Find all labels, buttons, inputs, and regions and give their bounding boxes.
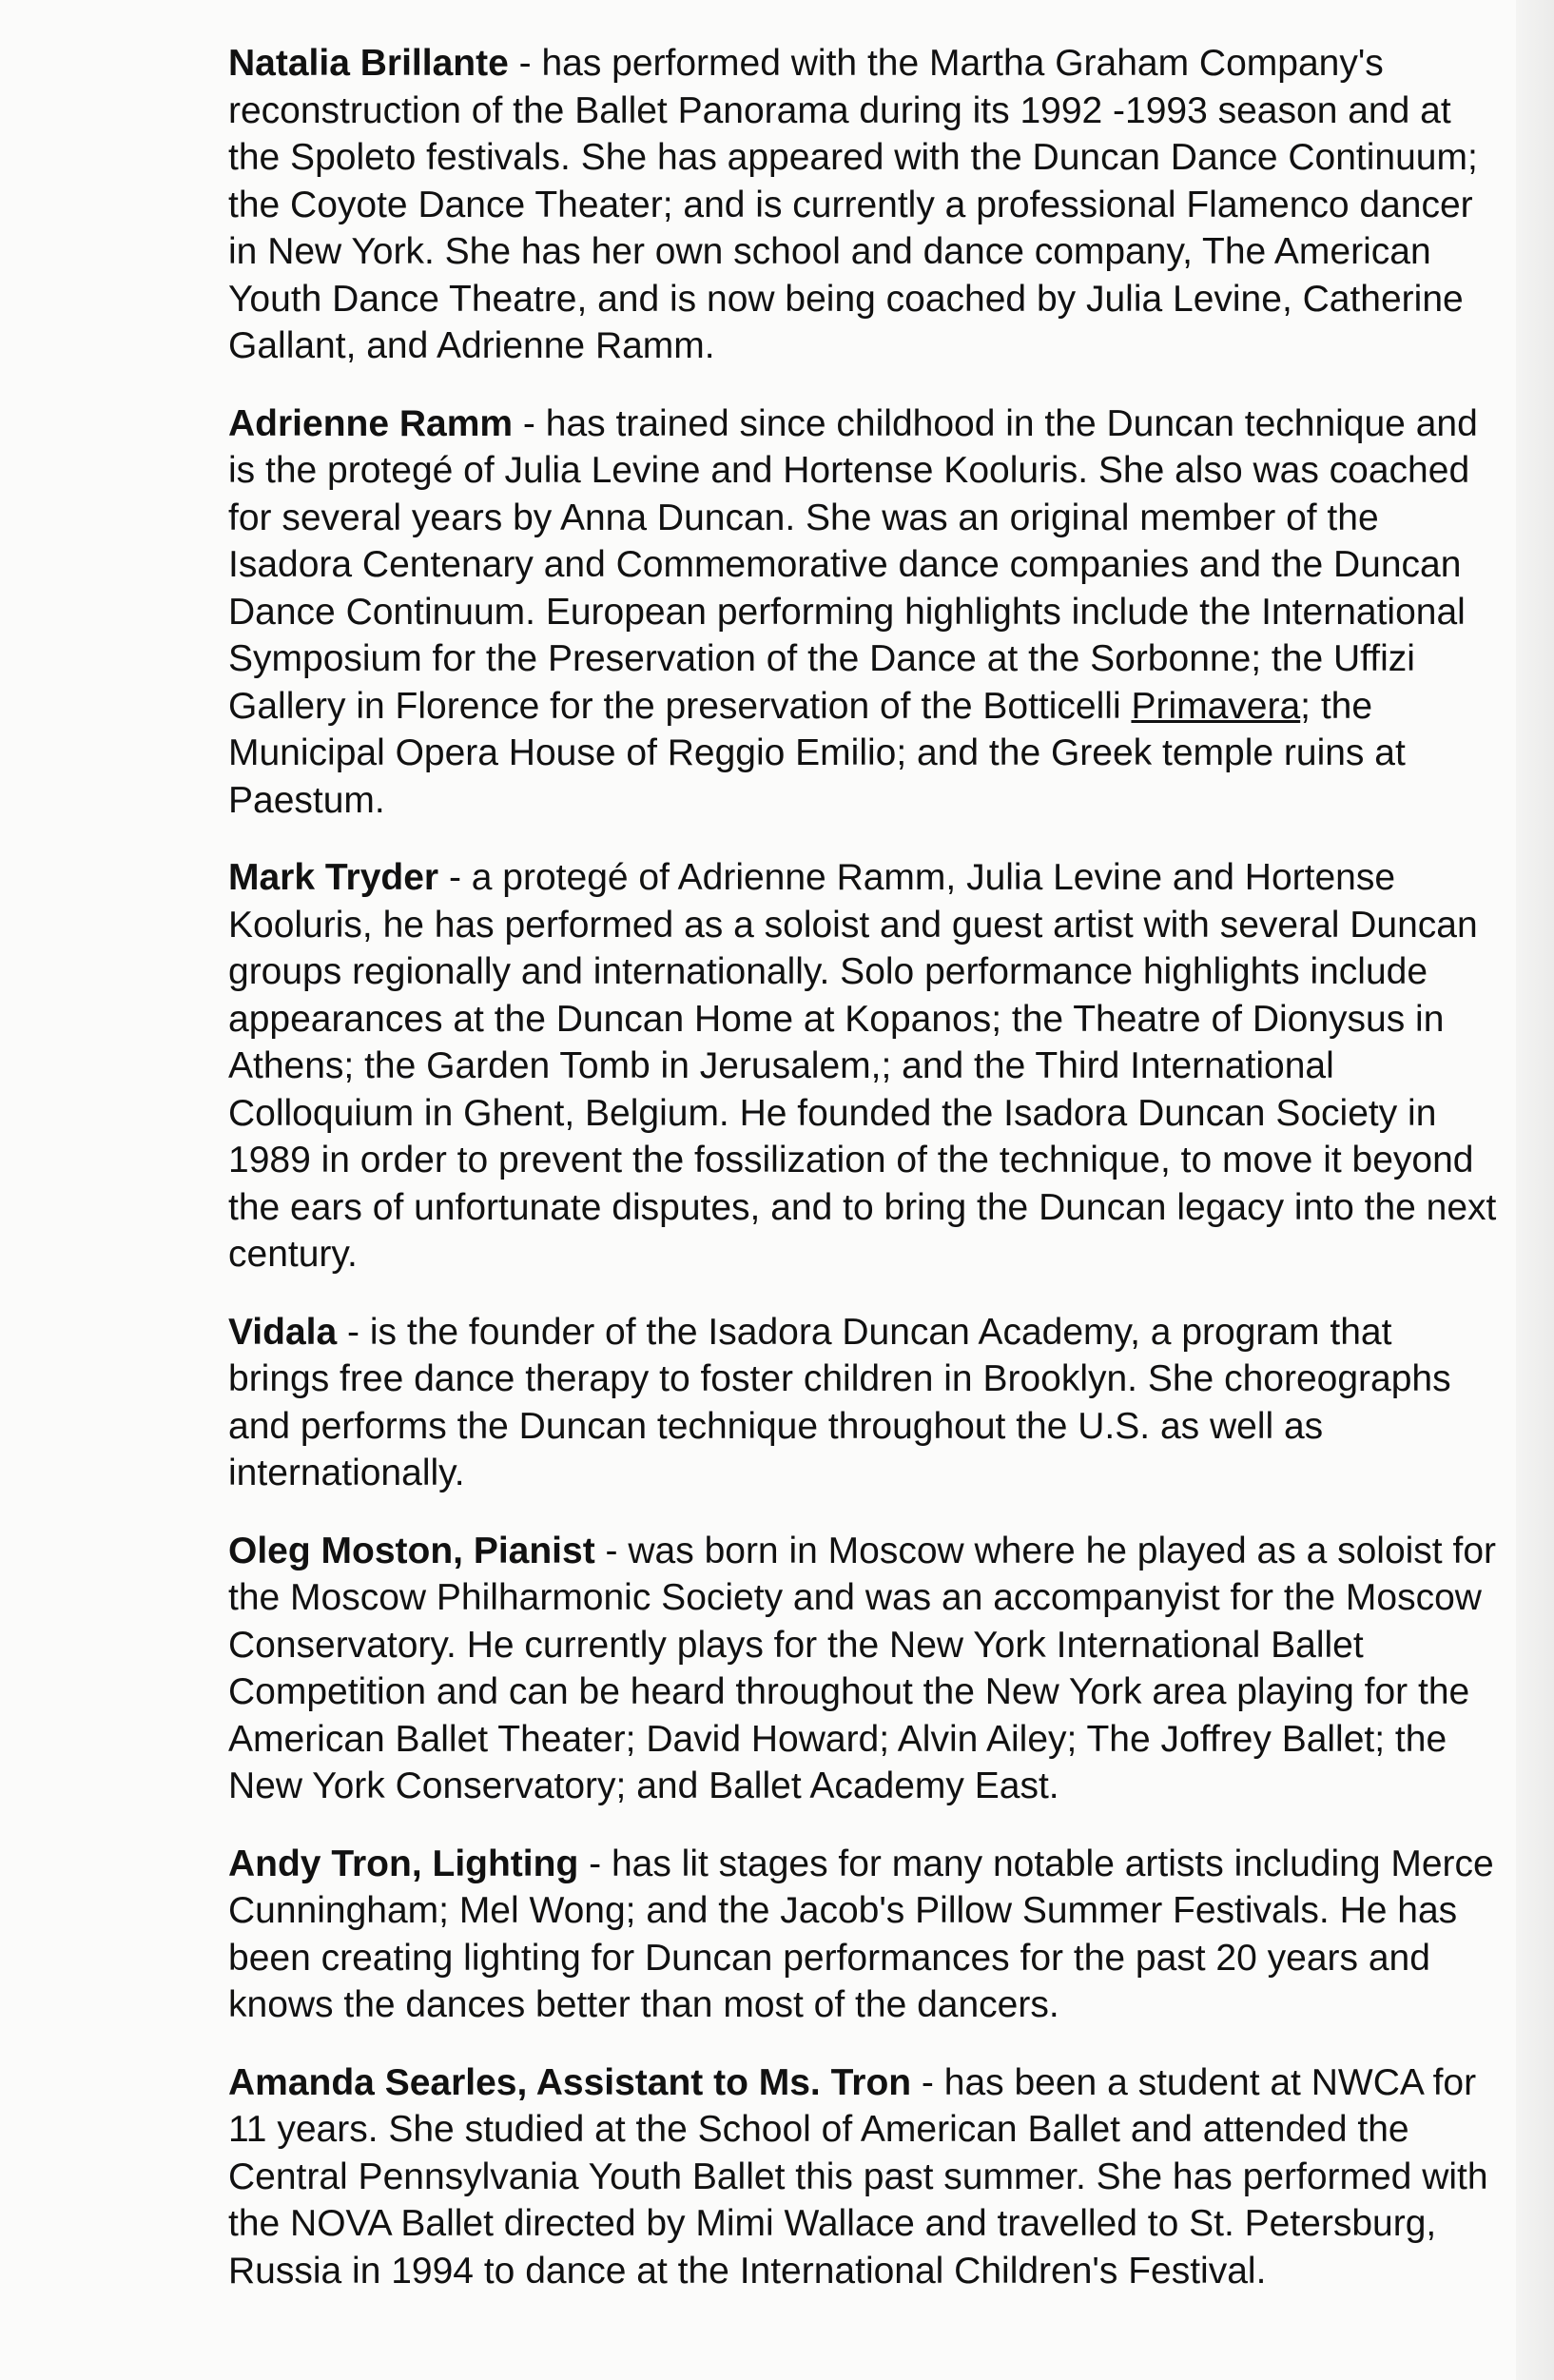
bio-text: a protegé of Adrienne Ramm, Julia Levine and Hortense Kooluris, he has performed as a soloist and guest artist with several Duncan groups regionally and internationally. Solo performance highlights include appearances at the Duncan Home at Kopanos; the Theatre of Dionysus in Athens; the Garden Tomb in Jerusalem,; and the Third International Colloquium in Ghent, Belgium. He founded the Isadora Duncan Society in 1989 in order to prevent the fossilization of the technique, to move it beyond the ears of unfortunate disputes, and to bring the Duncan legacy into the next century. [228, 857, 1497, 1275]
bio-text: is the founder of the Isadora Duncan Academy, a program that brings free dance therapy to foster children in Brooklyn. She choreographs and performs the Duncan technique throughout the U.S. as well as internationally. [228, 1311, 1451, 1493]
bios-section [228, 40, 1503, 2325]
bio-name: Mark Tryder [228, 857, 439, 898]
bio-text: has trained since childhood in the Duncan technique and is the protegé of Julia Levine and Hortense Kooluris. She also was coached for several years by Anna Duncan. She was an original member of the Isadora Centenary and Commemorative dance companies and the Duncan Dance Continuum. European performing highlights include the International Symposium for the Preservation of the Dance at the Sorbonne; the Uffizi Gallery in Florence for the preservation of the Botticelli [228, 402, 1478, 727]
bio-name: Amanda Searles, Assistant to Ms. Tron [228, 2061, 912, 2103]
bio-text: has performed with the Martha Graham Company's reconstruction of the Ballet Panorama during its 1992 -1993 season and at the Spoleto festivals. She has appeared with the Duncan Dance Continuum; the Coyote Dance Theater; and is currently a professional Flamenco dancer in New York. She has her own school and dance company, The American Youth Dance Theatre, and is now being coached by Julia Levine, Catherine Gallant, and Adrienne Ramm. [228, 43, 1478, 366]
bio-name: Oleg Moston, Pianist [228, 1530, 595, 1571]
bio-amanda-searles [228, 2059, 1503, 2295]
bio-vidala [228, 1309, 1503, 1497]
bio-text-continued: ; the Municipal Opera House of Reggio Emilio; and the Greek temple ruins at Paestum. [228, 685, 1406, 821]
bio-name: Adrienne Ramm [228, 402, 514, 444]
bio-andy-tron [228, 1841, 1503, 2029]
page-edge [1516, 0, 1554, 2380]
bio-oleg-moston [228, 1528, 1503, 1810]
bio-natalia-brillante [228, 40, 1503, 370]
artwork-title: Primavera [1131, 685, 1301, 727]
bio-name: Natalia Brillante [228, 43, 509, 84]
bio-separator: - [513, 402, 546, 444]
bio-text: has been a student at NWCA for 11 years. She studied at the School of American Ballet and attended the Central Pennsylvania Youth Ballet this past summer. She has performed with the NOVA Ballet directed by Mimi Wallace and travelled to St. Petersburg, Russia in 1994 to dance at the International Children's Festival. [228, 2061, 1488, 2292]
bio-mark-tryder [228, 854, 1503, 1278]
bio-separator: - [337, 1311, 370, 1353]
bio-adrienne-ramm [228, 400, 1503, 825]
bio-text: has lit stages for many notable artists including Merce Cunningham; Mel Wong; and the Jacob's Pillow Summer Festivals. He has been creating lighting for Duncan performances for the past 20 years and knows the dances better than most of the dancers. [228, 1843, 1494, 2025]
bio-separator: - [578, 1843, 612, 1884]
bio-separator: - [594, 1530, 629, 1571]
bio-separator: - [438, 857, 472, 898]
bio-name: Andy Tron, Lighting [228, 1843, 579, 1884]
bio-separator: - [508, 43, 542, 84]
bio-name: Vidala [228, 1311, 338, 1353]
bio-text: was born in Moscow where he played as a soloist for the Moscow Philharmonic Society and was an accompanyist for the Moscow Conservatory. He currently plays for the New York International Ballet Competition and can be heard throughout the New York area playing for the American Ballet Theater; David Howard; Alvin Ailey; The Joffrey Ballet; the New York Conservatory; and Ballet Academy East. [228, 1530, 1496, 1806]
bio-separator: - [911, 2061, 944, 2103]
